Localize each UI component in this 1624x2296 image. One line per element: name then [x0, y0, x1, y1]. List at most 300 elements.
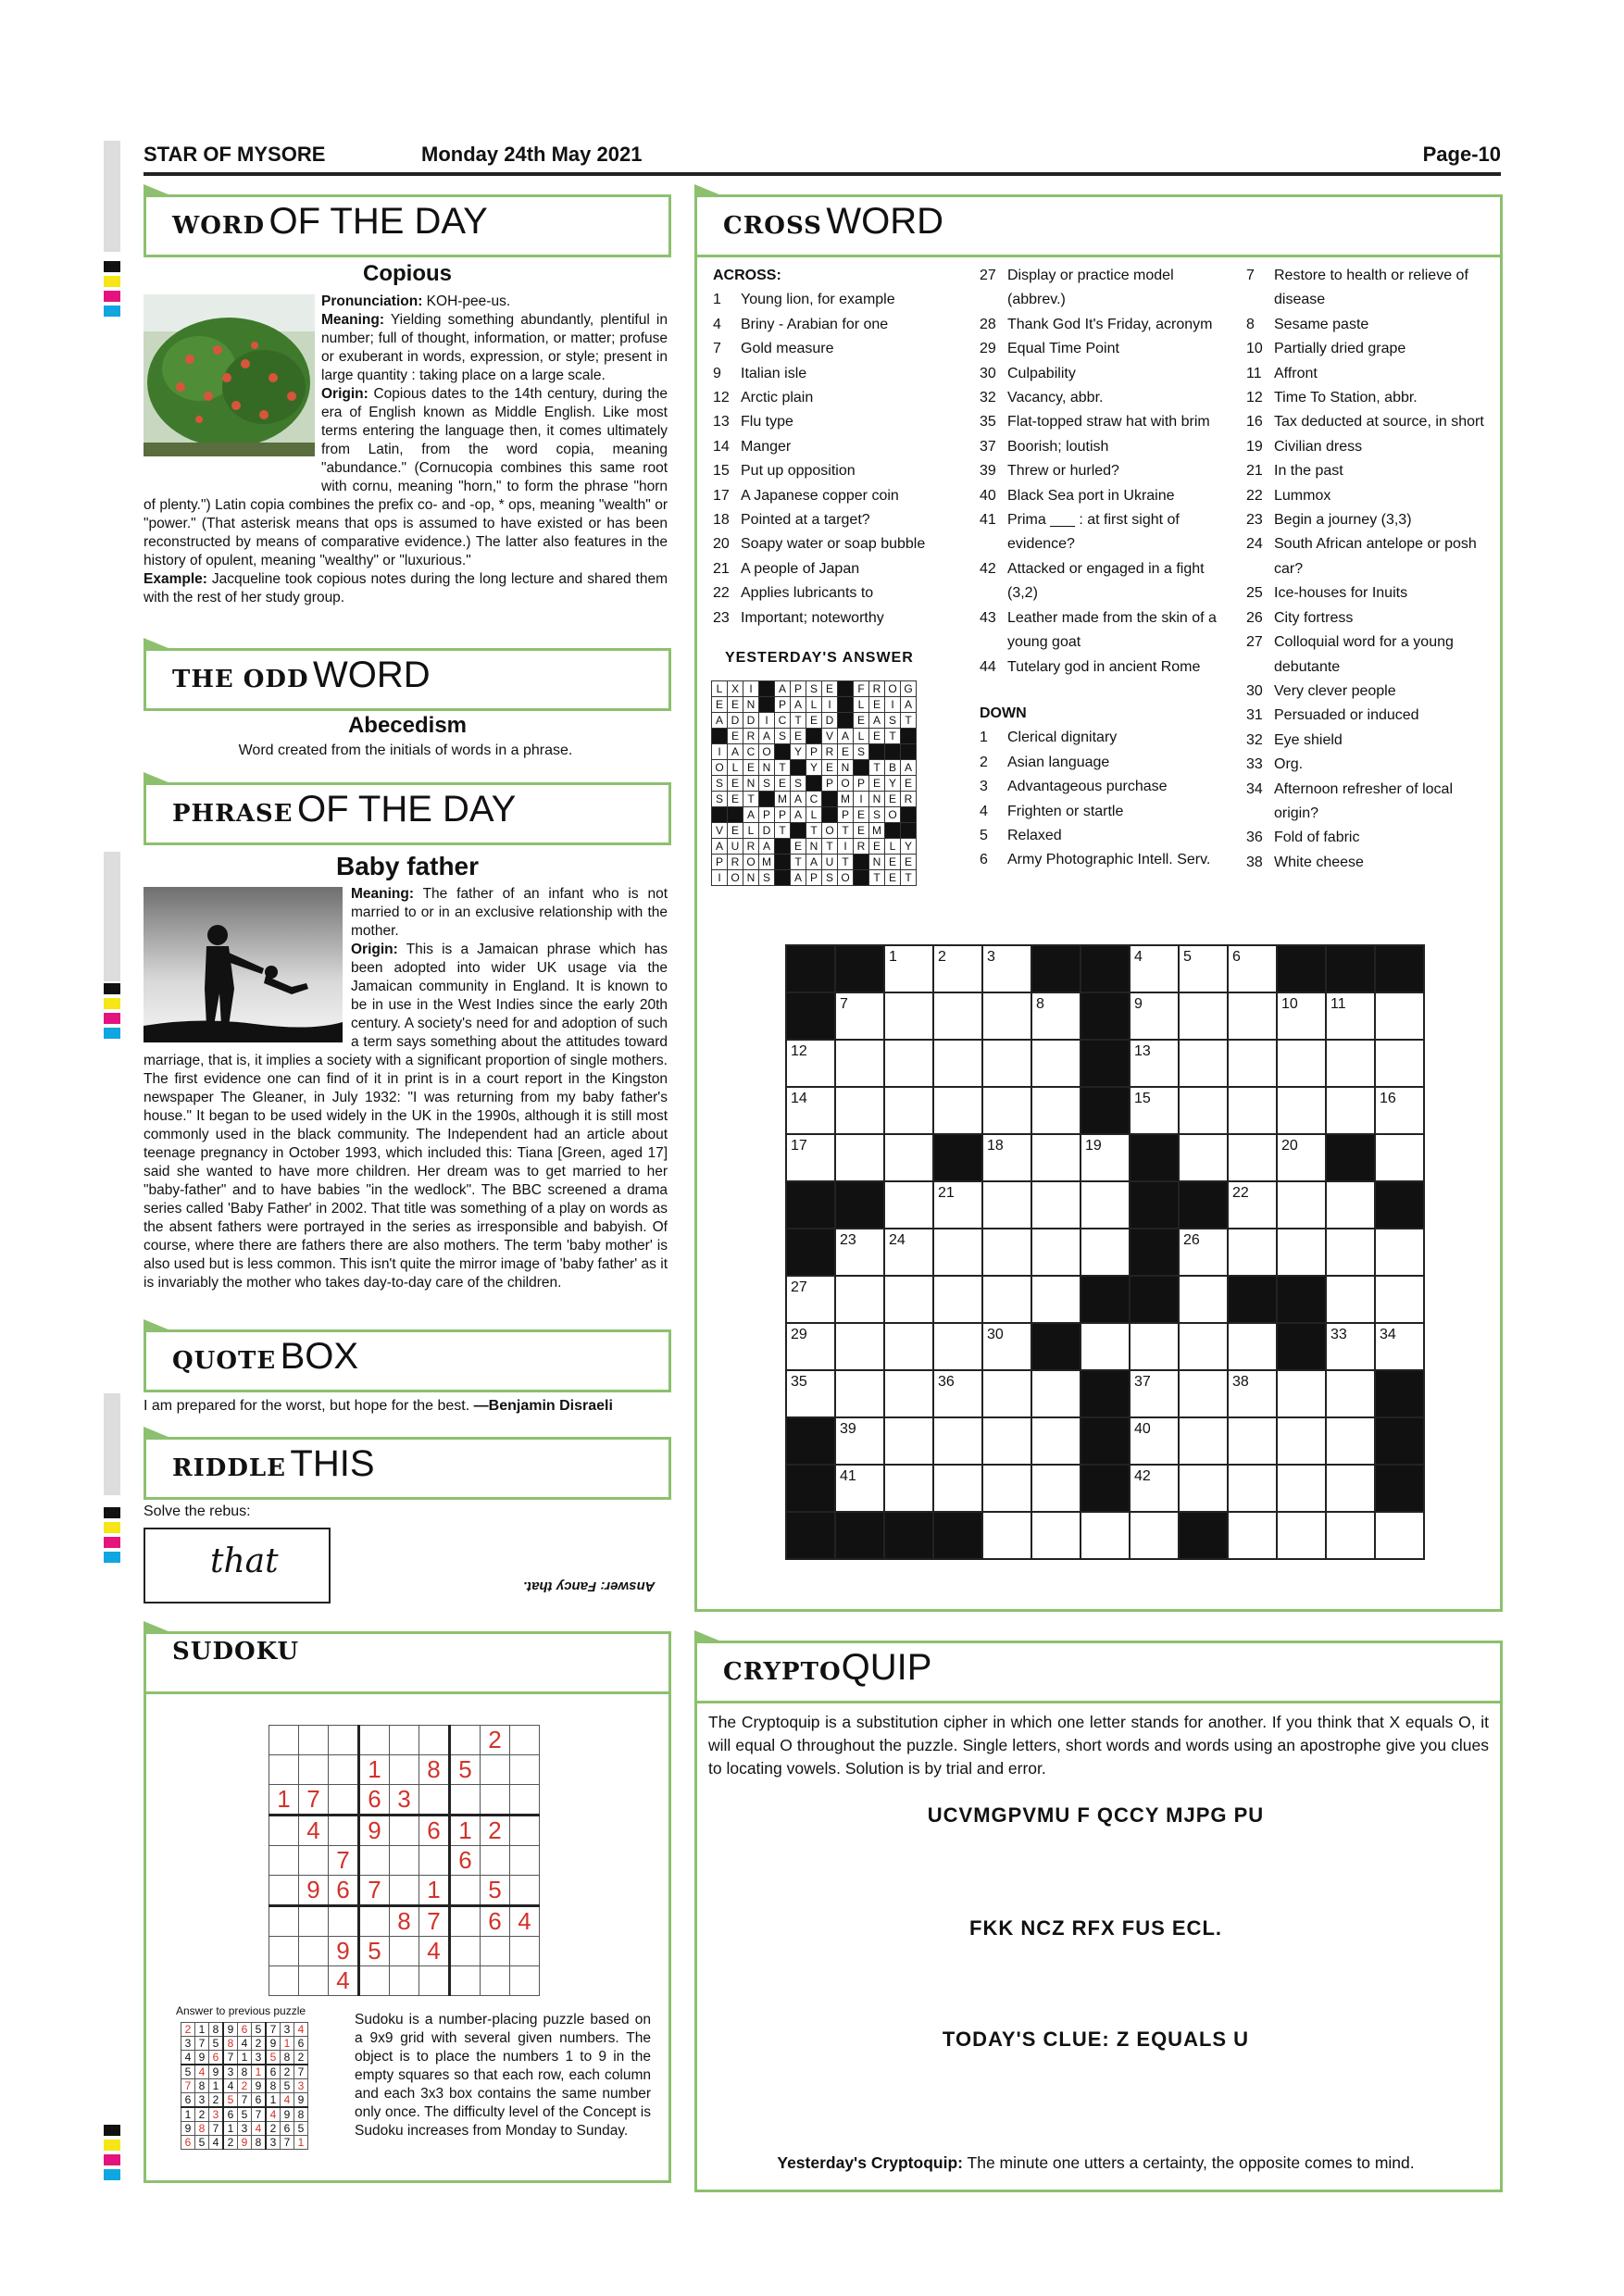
crossword-cell[interactable] — [884, 1087, 933, 1134]
sudoku-answer-cell: 2 — [294, 2051, 308, 2065]
crossword-cell[interactable] — [1179, 1323, 1228, 1370]
sudoku-cell[interactable] — [359, 1846, 390, 1876]
crossword-cell[interactable] — [884, 1323, 933, 1370]
origin-label: Origin: — [351, 942, 398, 957]
crossword-cell[interactable] — [835, 1276, 884, 1323]
sudoku-cell[interactable] — [450, 1726, 481, 1755]
clue-number: 24 — [1246, 536, 1263, 553]
clue-number: 36 — [1246, 830, 1263, 846]
meaning-label: Meaning: — [321, 312, 385, 328]
registration-cyan — [104, 306, 120, 317]
sudoku-cell[interactable] — [269, 1816, 299, 1846]
crossword-cell[interactable] — [884, 1134, 933, 1181]
sudoku-answer-cell: 4 — [294, 2023, 308, 2037]
answer-cell: E — [901, 855, 917, 870]
crossword-cell[interactable] — [1031, 1276, 1081, 1323]
sudoku-cell[interactable] — [329, 1816, 359, 1846]
sudoku-answer-cell: 3 — [195, 2093, 209, 2108]
crossword-cell[interactable] — [1081, 1134, 1130, 1181]
crossword-cell[interactable] — [1228, 1181, 1277, 1229]
clue-text: Gold measure — [741, 341, 834, 357]
clue-number: 39 — [980, 463, 996, 480]
sudoku-cell[interactable] — [510, 1816, 540, 1846]
crossword-cell — [786, 1229, 835, 1276]
sudoku-cell[interactable] — [450, 1937, 481, 1966]
sudoku-cell[interactable] — [359, 1906, 390, 1937]
crossword-cell[interactable] — [1228, 1323, 1277, 1370]
crossword-cell[interactable] — [982, 945, 1031, 992]
sudoku-cell[interactable] — [510, 1876, 540, 1906]
crossword-cell[interactable] — [1179, 992, 1228, 1040]
sudoku-cell[interactable] — [299, 1937, 329, 1966]
crossword-cell[interactable] — [884, 1370, 933, 1417]
sudoku-cell: 2 — [481, 1816, 510, 1846]
clue-number: 2 — [980, 754, 988, 770]
header-big: BOX — [280, 1336, 359, 1377]
crossword-cell[interactable] — [1228, 1465, 1277, 1512]
crossword-cell[interactable] — [982, 1370, 1031, 1417]
answer-cell: A — [775, 681, 791, 697]
clue-item — [1246, 532, 1487, 581]
quote-author: —Benjamin Disraeli — [473, 1398, 613, 1414]
crossword-cell[interactable] — [884, 945, 933, 992]
crossword-cell[interactable] — [786, 1087, 835, 1134]
clue-number: 7 — [713, 341, 721, 357]
crossword-cell[interactable] — [1031, 1465, 1081, 1512]
crossword-cell[interactable] — [884, 992, 933, 1040]
crossword-cell[interactable] — [1375, 1087, 1424, 1134]
answer-cell: T — [901, 870, 917, 886]
answer-cell — [822, 807, 838, 823]
crossword-cell[interactable] — [1375, 992, 1424, 1040]
clue-text: Lummox — [1274, 487, 1331, 504]
sudoku-cell[interactable] — [481, 1966, 510, 1996]
crossword-cell[interactable] — [1130, 1465, 1179, 1512]
yesterday-cryptoquip-text: The minute one utters a certainty, the opposite comes to mind. — [967, 2153, 1415, 2172]
clue-number: 18 — [713, 512, 730, 529]
clue-item — [1246, 410, 1487, 434]
crossword-cell[interactable] — [1277, 1181, 1326, 1229]
crossword-cell[interactable] — [884, 1417, 933, 1465]
crossword-cell[interactable] — [1031, 992, 1081, 1040]
answer-cell: E — [869, 697, 885, 713]
answer-cell: T — [791, 713, 806, 729]
crossword-cell[interactable] — [1277, 1087, 1326, 1134]
clue-item — [980, 313, 1230, 337]
clue-item — [1246, 581, 1487, 605]
crossword-cell[interactable] — [933, 1181, 982, 1229]
sudoku-cell: 2 — [481, 1726, 510, 1755]
crossword-cell[interactable] — [1179, 1134, 1228, 1181]
answer-cell — [806, 776, 822, 792]
answer-cell — [775, 839, 791, 855]
sudoku-cell[interactable] — [481, 1785, 510, 1816]
crossword-cell[interactable] — [933, 1417, 982, 1465]
crossword-cell[interactable] — [835, 992, 884, 1040]
sudoku-cell[interactable] — [390, 1755, 419, 1785]
sudoku-cell[interactable] — [269, 1846, 299, 1876]
crossword-cell[interactable] — [835, 1370, 884, 1417]
crossword-cell[interactable] — [1179, 1087, 1228, 1134]
crossword-cell[interactable] — [1228, 1087, 1277, 1134]
clue-number: 32 — [1246, 731, 1263, 748]
crossword-cell[interactable] — [835, 1323, 884, 1370]
answer-cell: D — [743, 713, 759, 729]
crossword-cell[interactable] — [1130, 1323, 1179, 1370]
crossword-cell[interactable] — [1130, 1040, 1179, 1087]
cell-number: 34 — [1380, 1327, 1396, 1342]
sudoku-cell[interactable] — [359, 1966, 390, 1996]
crossword-cell[interactable] — [1031, 1370, 1081, 1417]
header-small: PHRASE — [172, 800, 294, 828]
crossword-cell[interactable] — [1031, 1417, 1081, 1465]
sudoku-answer-cell: 1 — [223, 2122, 238, 2136]
crossword-cell[interactable] — [786, 1040, 835, 1087]
crossword-cell[interactable] — [982, 1323, 1031, 1370]
clue-number: 43 — [980, 609, 996, 626]
answer-cell: R — [822, 744, 838, 760]
sudoku-cell[interactable] — [329, 1906, 359, 1937]
sudoku-cell[interactable] — [329, 1726, 359, 1755]
answer-cell: S — [869, 807, 885, 823]
sudoku-cell[interactable] — [299, 1755, 329, 1785]
crossword-cell[interactable] — [1179, 1465, 1228, 1512]
crossword-cell[interactable] — [1179, 1417, 1228, 1465]
answer-cell: L — [743, 823, 759, 839]
answer-cell: I — [759, 713, 775, 729]
crossword-cell[interactable] — [1277, 1229, 1326, 1276]
crossword-cell[interactable] — [1326, 1323, 1375, 1370]
crossword-cell[interactable] — [1130, 945, 1179, 992]
sudoku-cell[interactable] — [510, 1937, 540, 1966]
sudoku-cell[interactable] — [329, 1755, 359, 1785]
crossword-cell — [1375, 1465, 1424, 1512]
clue-text: Italian isle — [741, 365, 807, 381]
crossword-cell[interactable] — [1179, 1370, 1228, 1417]
crossword-cell[interactable] — [1326, 992, 1375, 1040]
cell-number: 22 — [1232, 1185, 1249, 1201]
sudoku-cell[interactable] — [481, 1755, 510, 1785]
crossword-cell[interactable] — [1228, 1370, 1277, 1417]
registration-magenta — [104, 1013, 120, 1024]
crossword-cell[interactable] — [884, 1276, 933, 1323]
crossword-cell[interactable] — [1081, 1323, 1130, 1370]
sudoku-cell[interactable] — [299, 1906, 329, 1937]
sudoku-cell[interactable] — [510, 1785, 540, 1816]
crossword-cell[interactable] — [1031, 1512, 1081, 1559]
sudoku-answer-cell: 7 — [294, 2065, 308, 2079]
crossword-cell[interactable] — [884, 1465, 933, 1512]
crossword-cell[interactable] — [1130, 1417, 1179, 1465]
crossword-cell[interactable] — [835, 1087, 884, 1134]
answer-cell: A — [743, 807, 759, 823]
crossword-cell[interactable] — [1130, 1370, 1179, 1417]
crossword-cell[interactable] — [1228, 1417, 1277, 1465]
crossword-cell[interactable] — [982, 1512, 1031, 1559]
crossword-cell[interactable] — [1130, 1512, 1179, 1559]
crossword-cell[interactable] — [835, 1465, 884, 1512]
crossword-cell[interactable] — [1277, 1465, 1326, 1512]
answer-cell — [759, 681, 775, 697]
rebus-box — [144, 1528, 331, 1603]
sudoku-cell[interactable] — [269, 1755, 299, 1785]
crossword-cell[interactable] — [1326, 1229, 1375, 1276]
sudoku-answer-cell: 1 — [238, 2051, 252, 2065]
answer-cell: T — [743, 792, 759, 807]
clue-item — [1246, 606, 1487, 630]
registration-bar — [104, 1393, 120, 1495]
crossword-cell — [1277, 1276, 1326, 1323]
crossword-cell[interactable] — [1375, 1512, 1424, 1559]
phrase-body — [144, 885, 668, 1292]
answer-cell: I — [712, 870, 728, 886]
crossword-cell[interactable] — [835, 1134, 884, 1181]
crossword-cell[interactable] — [835, 1040, 884, 1087]
cell-number: 16 — [1380, 1091, 1396, 1106]
sudoku-cell[interactable] — [299, 1966, 329, 1996]
sudoku-cell[interactable] — [390, 1846, 419, 1876]
sudoku-cell[interactable] — [269, 1937, 299, 1966]
crossword-cell[interactable] — [786, 1370, 835, 1417]
sudoku-cell[interactable] — [299, 1726, 329, 1755]
crossword-cell[interactable] — [1031, 1087, 1081, 1134]
crossword-cell[interactable] — [1179, 1229, 1228, 1276]
crossword-cell[interactable] — [884, 1229, 933, 1276]
crossword-cell — [1031, 945, 1081, 992]
crossword-cell — [1326, 945, 1375, 992]
sudoku-cell[interactable] — [510, 1846, 540, 1876]
crossword-cell[interactable] — [1326, 1181, 1375, 1229]
sudoku-cell: 8 — [419, 1755, 450, 1785]
answer-cell — [854, 870, 869, 886]
clue-text: A Japanese copper coin — [741, 487, 899, 504]
crossword-cell[interactable] — [1375, 1040, 1424, 1087]
cell-number: 36 — [938, 1374, 955, 1390]
sudoku-cell[interactable] — [390, 1876, 419, 1906]
sudoku-cell[interactable] — [390, 1937, 419, 1966]
sudoku-cell: 9 — [359, 1816, 390, 1846]
crossword-cell[interactable] — [1228, 1134, 1277, 1181]
sudoku-cell[interactable] — [510, 1755, 540, 1785]
crossword-cell[interactable] — [1326, 1465, 1375, 1512]
answer-cell: T — [838, 855, 854, 870]
clue-number: 23 — [713, 609, 730, 626]
crossword-cell[interactable] — [1326, 1276, 1375, 1323]
crossword-cell[interactable] — [1326, 1370, 1375, 1417]
clue-item — [713, 508, 963, 532]
crossword-cell[interactable] — [982, 1417, 1031, 1465]
crossword-cell[interactable] — [1130, 1087, 1179, 1134]
sudoku-cell[interactable] — [419, 1846, 450, 1876]
crossword-cell[interactable] — [982, 1040, 1031, 1087]
crossword-cell[interactable] — [933, 1465, 982, 1512]
crossword-cell[interactable] — [1326, 1512, 1375, 1559]
crossword-cell[interactable] — [1277, 1417, 1326, 1465]
sudoku-cell[interactable] — [299, 1846, 329, 1876]
crossword-cell[interactable] — [1277, 1040, 1326, 1087]
answer-cell — [791, 823, 806, 839]
answer-cell: M — [759, 855, 775, 870]
crossword-cell[interactable] — [1326, 1417, 1375, 1465]
crossword-cell[interactable] — [933, 1370, 982, 1417]
sudoku-cell[interactable] — [419, 1726, 450, 1755]
crossword-cell[interactable] — [1130, 992, 1179, 1040]
sudoku-cell[interactable] — [481, 1846, 510, 1876]
crossword-cell[interactable] — [1228, 1040, 1277, 1087]
sudoku-answer-cell: 5 — [209, 2037, 224, 2051]
sudoku-cell[interactable] — [510, 1966, 540, 1996]
sudoku-answer-cell: 8 — [195, 2122, 209, 2136]
crossword-cell[interactable] — [1228, 945, 1277, 992]
origin: This is a Jamaican phrase which has been adopted into wider UK usage via the Jamaican community in England. It is known to be in use in the West Indies since the early 20th century. A society's need for and adoption of such a term says something about the attitudes toward marriage, that is, it implies a society with a significant proportion of single mothers. The first evidence one can find of it in print is in a court report in the Kingston newspaper The Gleaner, in July 1932: "I was returning from my baby father's house." It began to be used widely in the UK in the 1990s, although it is still most commonly used in the black community. The Independent had an article about teenage pregnancy in October 1993, which included this: Tiana [Green, aged 17] said she wanted to have more children. Her dream was to get married to her "baby-father" and to have babies "in the wedlock". The BBC screened a drama series called 'Baby Father' in 2002. That title was something of a play on words as the absent fathers were portrayed in the series as irresponsible and babyish. Of course, where there are fathers there are also mothers. The term 'baby mother' is also used but is less common. This isn't quite the mirror image of 'baby father' as it is invariably the mother who takes day-to-day care of the children. — [144, 942, 668, 1291]
crossword-grid[interactable] — [785, 944, 1425, 1560]
cell-number: 13 — [1134, 1043, 1151, 1059]
clue-number: 22 — [713, 585, 730, 602]
crossword-cell[interactable] — [835, 1417, 884, 1465]
crossword-cell[interactable] — [835, 1229, 884, 1276]
crossword-cell[interactable] — [1326, 1040, 1375, 1087]
answer-cell: N — [838, 760, 854, 776]
cell-number: 1 — [889, 949, 897, 965]
sudoku-cell[interactable] — [269, 1726, 299, 1755]
clue-text: Equal Time Point — [1007, 341, 1119, 357]
crossword-cell[interactable] — [1277, 1134, 1326, 1181]
header-small: QUOTE — [172, 1347, 277, 1375]
header-small: CRYPTO — [723, 1658, 842, 1686]
pronunciation-label: Pronunciation: — [321, 293, 423, 309]
sudoku-cell[interactable] — [450, 1785, 481, 1816]
sudoku-cell[interactable] — [450, 1876, 481, 1906]
sudoku-cell[interactable] — [419, 1966, 450, 1996]
sudoku-cell[interactable] — [510, 1726, 540, 1755]
crossword-cell[interactable] — [933, 1040, 982, 1087]
riddle-prompt: Solve the rebus: — [144, 1504, 251, 1519]
sudoku-answer-cell: 9 — [252, 2079, 267, 2093]
crossword-cell[interactable] — [786, 1134, 835, 1181]
crossword-cell[interactable] — [982, 1134, 1031, 1181]
crossword-cell[interactable] — [1081, 1181, 1130, 1229]
sudoku-answer-cell: 5 — [294, 2122, 308, 2136]
crossword-cell[interactable] — [1375, 1276, 1424, 1323]
sudoku-cell[interactable] — [481, 1937, 510, 1966]
crossword-cell[interactable] — [1031, 1229, 1081, 1276]
cryptoquip-intro: The Cryptoquip is a substitution cipher in which one letter stands for another. If you think that X equals O, it will equal O throughout the puzzle. Single letters, short words and words using an apostrophe give you clues to locating vowels. Solution is by trial and error. — [708, 1713, 1489, 1778]
answer-cell — [728, 807, 743, 823]
answer-cell: E — [885, 870, 901, 886]
sudoku-cell[interactable] — [450, 1906, 481, 1937]
crossword-cell[interactable] — [982, 1276, 1031, 1323]
crossword-cell[interactable] — [933, 992, 982, 1040]
crossword-cell[interactable] — [786, 1276, 835, 1323]
sudoku-cell: 6 — [329, 1876, 359, 1906]
crossword-cell[interactable] — [982, 1181, 1031, 1229]
answer-cell — [901, 729, 917, 744]
clue-item — [713, 410, 963, 434]
crossword-cell[interactable] — [1179, 1276, 1228, 1323]
crossword-cell[interactable] — [786, 1323, 835, 1370]
crossword-cell[interactable] — [1375, 1134, 1424, 1181]
clue-item — [713, 386, 963, 410]
crossword-cell[interactable] — [1375, 1229, 1424, 1276]
crossword-cell[interactable] — [933, 1323, 982, 1370]
cell-number: 9 — [1134, 996, 1143, 1012]
pronunciation: KOH-pee-us. — [426, 293, 511, 309]
crossword-cell[interactable] — [982, 1229, 1031, 1276]
answer-cell: E — [869, 776, 885, 792]
crossword-cell[interactable] — [1277, 1370, 1326, 1417]
crossword-cell[interactable] — [933, 1229, 982, 1276]
crossword-cell[interactable] — [1277, 1512, 1326, 1559]
cryptoquip-clue: TODAY'S CLUE: Z EQUALS U — [942, 2028, 1250, 2051]
sudoku-answer-cell: 1 — [252, 2065, 267, 2079]
crossword-cell[interactable] — [1228, 1229, 1277, 1276]
crossword-cell[interactable] — [933, 945, 982, 992]
answer-cell: U — [822, 855, 838, 870]
sudoku-cell[interactable] — [269, 1906, 299, 1937]
sudoku-answer-cell: 9 — [195, 2051, 209, 2065]
clue-item — [1246, 729, 1487, 753]
clue-number: 4 — [980, 803, 988, 819]
crossword-cell[interactable] — [1081, 1229, 1130, 1276]
registration-cyan — [104, 2169, 120, 2180]
crossword-cell[interactable] — [1326, 1087, 1375, 1134]
sudoku-cell[interactable] — [329, 1785, 359, 1816]
crossword-cell[interactable] — [982, 992, 1031, 1040]
crossword-cell[interactable] — [1031, 1181, 1081, 1229]
answer-cell — [712, 807, 728, 823]
answer-cell: I — [885, 697, 901, 713]
clue-item — [980, 606, 1230, 655]
crossword-cell[interactable] — [1179, 1040, 1228, 1087]
crossword-cell[interactable] — [884, 1040, 933, 1087]
cell-number: 26 — [1183, 1232, 1200, 1248]
crossword-cell[interactable] — [884, 1181, 933, 1229]
answer-cell — [759, 792, 775, 807]
down-label: DOWN — [980, 705, 1027, 721]
crossword-cell — [786, 1417, 835, 1465]
sudoku-answer-cell: 3 — [252, 2051, 267, 2065]
sudoku-answer-cell: 7 — [209, 2122, 224, 2136]
sudoku-grid[interactable] — [269, 1725, 540, 1996]
sudoku-cell[interactable] — [450, 1966, 481, 1996]
sudoku-cell[interactable] — [390, 1966, 419, 1996]
crossword-cell[interactable] — [1081, 1512, 1130, 1559]
registration-yellow — [104, 1522, 120, 1533]
crossword-cell[interactable] — [982, 1465, 1031, 1512]
crossword-cell[interactable] — [1277, 992, 1326, 1040]
sudoku-cell[interactable] — [390, 1726, 419, 1755]
sudoku-cell[interactable] — [269, 1876, 299, 1906]
header-small: WORD — [172, 212, 266, 240]
crossword-cell[interactable] — [1375, 1323, 1424, 1370]
crossword-cell[interactable] — [1228, 1512, 1277, 1559]
crossword-cell[interactable] — [1031, 1040, 1081, 1087]
crossword-cell[interactable] — [1179, 945, 1228, 992]
crossword-cell[interactable] — [1228, 992, 1277, 1040]
sudoku-cell[interactable] — [359, 1726, 390, 1755]
registration-black — [104, 1507, 120, 1518]
crossword-cell[interactable] — [933, 1276, 982, 1323]
sudoku-cell[interactable] — [269, 1966, 299, 1996]
answer-cell — [775, 870, 791, 886]
sudoku-cell[interactable] — [390, 1816, 419, 1846]
clue-text: Flat-topped straw hat with brim — [1007, 414, 1210, 430]
crossword-cell[interactable] — [982, 1087, 1031, 1134]
sudoku-cell[interactable] — [419, 1785, 450, 1816]
crossword-cell[interactable] — [933, 1087, 982, 1134]
sudoku-cell: 6 — [450, 1846, 481, 1876]
crossword-cell[interactable] — [1031, 1134, 1081, 1181]
